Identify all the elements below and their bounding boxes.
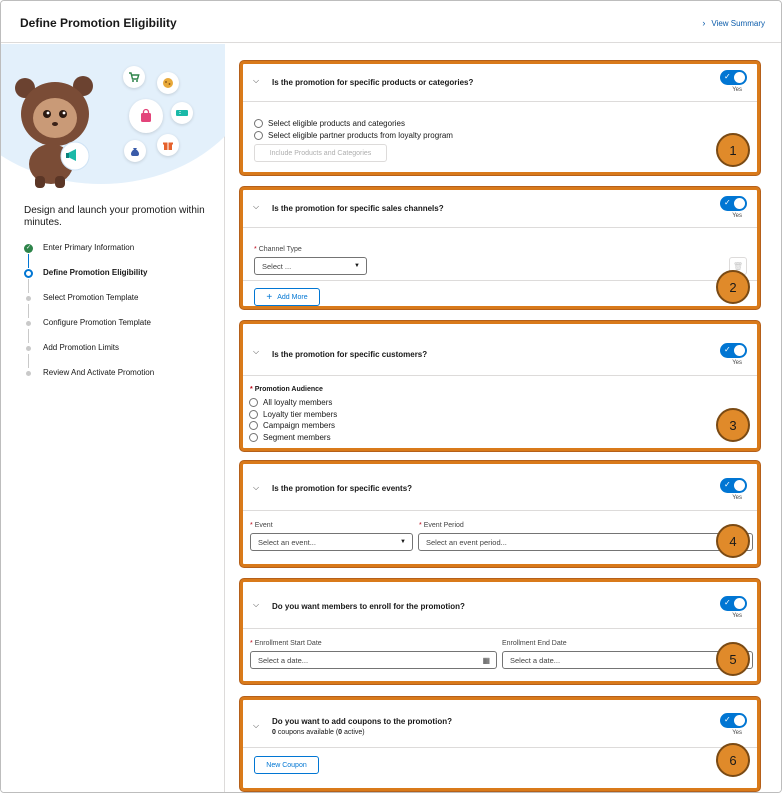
- toggle-label: Yes: [732, 213, 742, 219]
- radio-segment-members[interactable]: [249, 432, 337, 444]
- card-question: Is the promotion for specific sales channels?: [272, 204, 444, 213]
- toggle-label: Yes: [732, 613, 742, 619]
- enrollment-start-label: * Enrollment Start Date: [250, 640, 322, 647]
- select-value: Select ...: [262, 261, 292, 271]
- sidebar: [1, 44, 225, 793]
- step-badge: 1: [716, 133, 750, 167]
- event-select[interactable]: [250, 533, 413, 551]
- step-select-promotion-template[interactable]: [24, 293, 154, 318]
- select-value: Select an event...: [258, 537, 316, 547]
- chevron-down-icon[interactable]: ⌵: [253, 600, 260, 609]
- chevron-down-icon[interactable]: ⌵: [253, 721, 260, 730]
- radio-label: All loyalty members: [263, 398, 333, 408]
- step-add-promotion-limits[interactable]: [24, 343, 154, 368]
- step-badge: 6: [716, 743, 750, 777]
- step-badge: 4: [716, 524, 750, 558]
- step-label: Define Promotion Eligibility: [43, 268, 148, 277]
- event-period-label: * Event Period: [419, 522, 464, 529]
- calendar-icon[interactable]: ▦: [482, 656, 490, 665]
- include-products-button[interactable]: Include Products and Categories: [254, 144, 387, 162]
- radio-loyalty-tier-members[interactable]: [249, 409, 337, 421]
- card-specific-events: [240, 461, 760, 567]
- radio-partner-products[interactable]: [254, 130, 453, 142]
- enrollment-end-label: Enrollment End Date: [502, 640, 567, 647]
- card-question: Is the promotion for specific products or categories?: [272, 78, 474, 87]
- step-label: Review And Activate Promotion: [43, 368, 155, 377]
- coupons-toggle[interactable]: ✓: [720, 713, 747, 728]
- header-bar: [1, 1, 781, 43]
- radio-label: Select eligible partner products from loyalty program: [268, 130, 453, 140]
- cart-icon: [123, 66, 145, 88]
- step-label: Configure Promotion Template: [43, 318, 151, 327]
- step-label: Enter Primary Information: [43, 243, 135, 252]
- sidebar-intro: Design and launch your promotion within minutes.: [24, 205, 205, 228]
- caret-down-icon: ▼: [400, 539, 406, 545]
- radio-all-loyalty-members[interactable]: [249, 397, 337, 409]
- products-toggle[interactable]: ✓: [720, 70, 747, 85]
- chevron-down-icon[interactable]: ⌵: [253, 76, 260, 85]
- channels-toggle[interactable]: ✓: [720, 196, 747, 211]
- card-header: [243, 190, 757, 228]
- radio-icon: [254, 119, 263, 128]
- toggle-label: Yes: [732, 360, 742, 366]
- channel-type-select[interactable]: [254, 257, 367, 275]
- step-badge: 3: [716, 408, 750, 442]
- toggle-label: Yes: [732, 87, 742, 93]
- step-configure-promotion-template[interactable]: [24, 318, 154, 343]
- caret-down-icon: ▼: [354, 263, 360, 269]
- customers-toggle[interactable]: ✓: [720, 343, 747, 358]
- main-content: [226, 44, 781, 793]
- step-review-and-activate-promotion[interactable]: [24, 368, 154, 393]
- input-placeholder: Select a date...: [258, 655, 309, 665]
- card-products-categories: [240, 61, 760, 175]
- input-placeholder: Select a date...: [510, 655, 561, 665]
- card-question: Is the promotion for specific events?: [272, 484, 413, 493]
- card-question: Is the promotion for specific customers?: [272, 350, 428, 359]
- cookie-icon: [157, 72, 179, 94]
- radio-label: Select eligible products and categories: [268, 119, 405, 129]
- card-header: [243, 582, 757, 629]
- radio-label: Loyalty tier members: [263, 409, 338, 419]
- card-question: Do you want members to enroll for the promotion?: [272, 602, 465, 611]
- card-specific-customers: [240, 321, 760, 451]
- card-coupons: [240, 697, 760, 791]
- mascot-astro-icon: [11, 68, 103, 190]
- view-summary-label: View Summary: [711, 18, 765, 28]
- card-member-enrollment: [240, 579, 760, 684]
- radio-icon: [254, 131, 263, 140]
- step-label: Select Promotion Template: [43, 293, 139, 302]
- pending-step-icon: [26, 296, 31, 301]
- progress-steps: [24, 243, 154, 393]
- delete-icon[interactable]: 🗑: [729, 257, 747, 275]
- step-enter-primary-information[interactable]: [24, 243, 154, 268]
- radio-icon: [249, 433, 258, 442]
- hero-illustration: [1, 44, 225, 194]
- page-title: Define Promotion Eligibility: [20, 16, 177, 30]
- shopping-bag-icon: [129, 99, 163, 133]
- enroll-toggle[interactable]: ✓: [720, 596, 747, 611]
- enrollment-start-input[interactable]: [250, 651, 497, 669]
- gift-icon: [157, 134, 179, 156]
- step-badge: 2: [716, 270, 750, 304]
- chevron-down-icon[interactable]: ⌵: [253, 202, 260, 211]
- card-header: [243, 64, 757, 102]
- button-label: Add More: [277, 293, 308, 301]
- event-period-select[interactable]: [418, 533, 753, 551]
- promotion-audience-label: * Promotion Audience: [250, 386, 323, 393]
- chevron-down-icon[interactable]: ⌵: [253, 347, 260, 356]
- events-toggle[interactable]: ✓: [720, 478, 747, 493]
- radio-campaign-members[interactable]: [249, 420, 337, 432]
- select-value: Select an event period...: [426, 537, 507, 547]
- step-define-promotion-eligibility[interactable]: [24, 268, 154, 293]
- pending-step-icon: [26, 346, 31, 351]
- toggle-label: Yes: [732, 730, 742, 736]
- card-header: [243, 700, 757, 748]
- plus-icon: +: [266, 291, 273, 303]
- channel-type-label: * Channel Type: [254, 246, 302, 253]
- step-badge: 5: [716, 642, 750, 676]
- view-summary-link[interactable]: [702, 18, 765, 28]
- card-question: Do you want to add coupons to the promotion?: [272, 717, 452, 726]
- chevron-down-icon[interactable]: ⌵: [253, 483, 260, 492]
- new-coupon-button[interactable]: New Coupon: [254, 756, 319, 774]
- check-icon: ✓: [25, 245, 32, 251]
- current-step-icon: [24, 269, 33, 278]
- event-label: * Event: [250, 522, 273, 529]
- card-sales-channels: [240, 187, 760, 309]
- radio-label: Segment members: [263, 432, 331, 442]
- radio-icon: [249, 421, 258, 430]
- step-label: Add Promotion Limits: [43, 343, 120, 352]
- radio-icon: [249, 410, 258, 419]
- ticket-icon: [171, 102, 193, 124]
- chevron-right-icon: ›: [702, 18, 706, 28]
- radio-label: Campaign members: [263, 421, 336, 431]
- radio-icon: [249, 398, 258, 407]
- add-more-button[interactable]: [254, 288, 320, 306]
- radio-eligible-products[interactable]: [254, 118, 453, 130]
- coupon-availability: 0 coupons available (0 active): [272, 729, 365, 736]
- pending-step-icon: [26, 371, 31, 376]
- toggle-label: Yes: [732, 495, 742, 501]
- pending-step-icon: [26, 321, 31, 326]
- card-header: [243, 324, 757, 376]
- money-bag-icon: [124, 140, 146, 162]
- card-header: [243, 464, 757, 511]
